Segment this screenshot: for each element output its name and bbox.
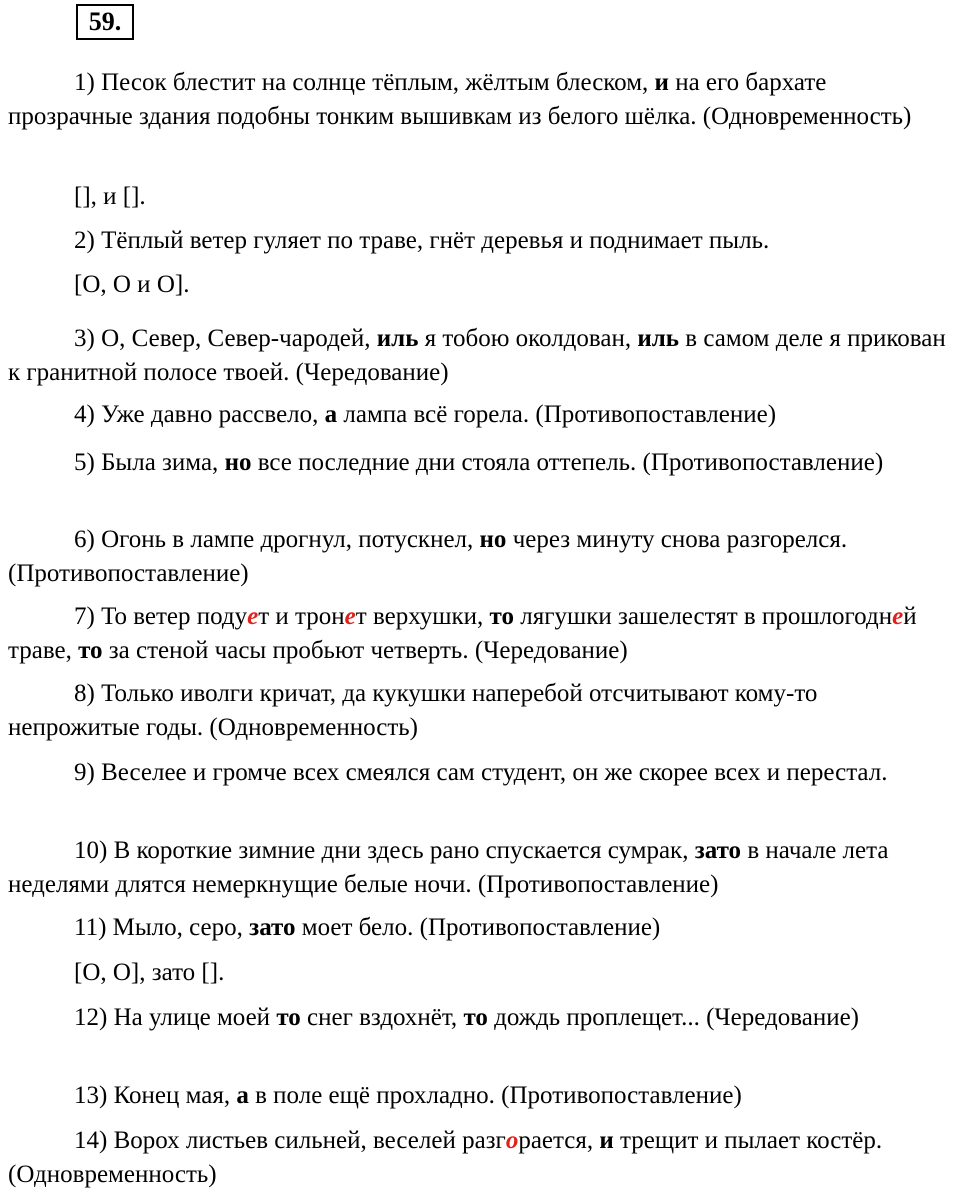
- text-fragment: я тобою околдован,: [418, 325, 638, 352]
- item-1: [8, 66, 954, 134]
- text-fragment: в начале лета неделями длятся немеркнущие белые ночи. (Противопоставление): [8, 837, 889, 898]
- item-7: [8, 600, 954, 668]
- conjunction-bold: иль: [376, 325, 419, 352]
- text-fragment: 2) Тёплый ветер гуляет по траве, гнёт деревья и поднимает пыль.: [74, 227, 770, 254]
- conjunction-bold: зато: [694, 837, 742, 864]
- text-fragment: дождь проплещет... (Чередование): [487, 1004, 860, 1031]
- text-fragment: 11) Мыло, серо,: [74, 914, 250, 941]
- text-fragment: лампа всё горела. (Противопоставление): [337, 401, 777, 428]
- text-fragment: 1) Песок блестит на солнце тёплым, жёлтым блеском,: [74, 69, 655, 96]
- text-fragment: через минуту снова разгорелся. (Противопоставление): [8, 526, 848, 587]
- item-6: [8, 523, 954, 591]
- text-fragment: все последние дни стояла оттепель. (Противопоставление): [251, 449, 884, 476]
- scheme-2: [О, О и О].: [74, 271, 190, 298]
- text-fragment: 10) В короткие зимние дни здесь рано спускается сумрак,: [74, 837, 695, 864]
- item-12: [8, 1001, 954, 1035]
- text-fragment: моет бело. (Противопоставление): [295, 914, 661, 941]
- highlighted-letter: е: [247, 603, 259, 630]
- item-11: [8, 911, 954, 945]
- text-fragment: 6) Огонь в лампе дрогнул, потускнел,: [74, 526, 480, 553]
- item-5: [8, 446, 954, 480]
- text-fragment: н: [331, 603, 345, 630]
- conjunction-bold: но: [479, 526, 507, 553]
- text-fragment: 9) Веселее и громче всех смеялся сам студент, он же скорее всех и перестал.: [74, 759, 888, 786]
- conjunction-bold: а: [236, 1082, 249, 1109]
- item-2: [8, 224, 954, 258]
- conjunction-bold: то: [78, 637, 103, 664]
- text-fragment: т и тро: [258, 603, 332, 630]
- text-fragment: снег вздохнёт,: [300, 1004, 464, 1031]
- text-fragment: 5) Была зима,: [74, 449, 225, 476]
- conjunction-bold: а: [324, 401, 338, 428]
- scheme-1: [], и [].: [74, 183, 146, 210]
- highlighted-letter: е: [344, 603, 356, 630]
- item-4: [8, 398, 954, 432]
- conjunction-bold: зато: [249, 914, 296, 941]
- conjunction-bold: но: [224, 449, 252, 476]
- conjunction-bold: то: [489, 603, 514, 630]
- item-10: [8, 834, 954, 902]
- item-14: [8, 1124, 954, 1192]
- text-fragment: 8) Только иволги кричат, да кукушки наперебой отсчитывают кому-то непрожитые годы. (Одновременность): [8, 680, 818, 741]
- conjunction-bold: то: [276, 1004, 301, 1031]
- text-fragment: 12) На улице моей: [74, 1004, 277, 1031]
- conjunction-bold: и: [654, 69, 669, 96]
- conjunction-bold: иль: [637, 325, 680, 352]
- text-fragment: на его бархате прозрачные здания подобны тонким вышивкам из белого шёлка. (Одновременность): [8, 69, 912, 130]
- highlighted-letter: о: [505, 1127, 519, 1154]
- text-fragment: трещит и пылает костёр. (Одновременность): [8, 1127, 883, 1188]
- text-fragment: 7) То ветер поду: [74, 603, 248, 630]
- item-9: [8, 756, 954, 790]
- text-fragment: рается,: [518, 1127, 600, 1154]
- text-fragment: 13) Конец мая,: [74, 1082, 237, 1109]
- text-fragment: за стеной часы пробьют четверть. (Чередование): [102, 637, 628, 664]
- text-fragment: в самом деле я прикован к гранитной полосе твоей. (Чередование): [8, 325, 946, 386]
- item-3: [8, 322, 954, 390]
- conjunction-bold: то: [463, 1004, 488, 1031]
- highlighted-letter: е: [892, 603, 904, 630]
- conjunction-bold: и: [599, 1127, 614, 1154]
- text-fragment: 4) Уже давно рассвело,: [74, 401, 325, 428]
- text-fragment: т верхушки,: [355, 603, 490, 630]
- text-fragment: 14) Ворох листьев сильней, веселей разг: [74, 1127, 506, 1154]
- item-13: [8, 1079, 954, 1113]
- item-8: [8, 677, 954, 745]
- text-fragment: й траве,: [8, 603, 917, 664]
- scheme-11: [О, О], зато [].: [74, 959, 225, 986]
- text-fragment: лягушки зашелестят в прошлогод: [514, 603, 879, 630]
- text-fragment: н: [878, 603, 893, 630]
- text-fragment: 3) О, Север, Север-чародей,: [74, 325, 377, 352]
- text-fragment: в поле ещё прохладно. (Противопоставление): [248, 1082, 742, 1109]
- exercise-number-box: 59.: [76, 4, 134, 40]
